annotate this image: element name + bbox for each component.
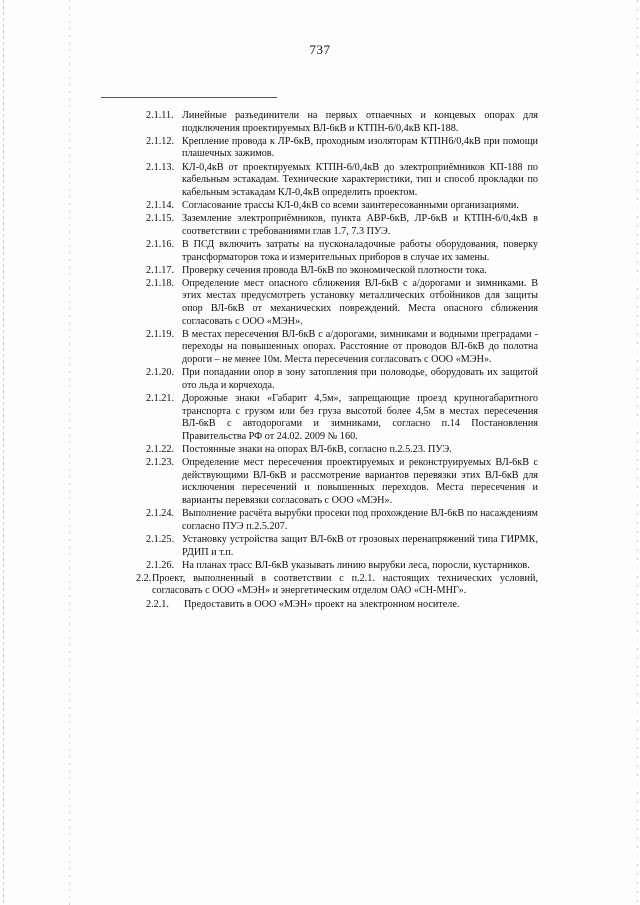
clause-text: Определение мест опасного сближения ВЛ-6кВ с а/дорогами и зимниками. В этих местах предусмотреть установку металлических отбойников для защиты опор ВЛ-6кВ от механических повреждений. Места опасного сближения согласовать с ООО «МЭН». (182, 277, 538, 327)
clause-number: 2.1.23. (146, 457, 175, 469)
scan-edge-right (637, 0, 638, 905)
clause-2-1-15 (146, 213, 538, 238)
clause-2-1-24 (146, 508, 538, 533)
clause-number: 2.2. (136, 572, 152, 584)
clause-2-1-23 (146, 457, 538, 507)
clause-2-1-12 (146, 136, 538, 161)
clause-text: Установку устройства защит ВЛ-6кВ от грозовых перенапряжений типа ГИРМК, РДИП и т.п. (182, 533, 538, 558)
clause-2-1-22 (146, 444, 538, 457)
clause-2-1-11 (146, 110, 538, 135)
clause-text: Линейные разъединители на первых отпаечных и концевых опорах для подключения проектируемых ВЛ-6кВ и КТПН-6/0,4кВ КП-188. (182, 110, 538, 134)
clause-text: Предоставить в ООО «МЭН» проект на электронном носителе. (184, 598, 460, 610)
clause-text: КЛ-0,4кВ от проектируемых КТПН-6/0,4кВ до электроприёмников КП-188 по кабельным эстакадам. Технические характеристики, тип и способ прокладки по кабельным эстакадам КЛ-0,4кВ определить проектом. (182, 161, 538, 198)
clause-2-1-14 (146, 200, 538, 213)
clause-text: Выполнение расчёта вырубки просеки под прохождение ВЛ-6кВ по насаждениям согласно ПУЭ п.2.5.207. (182, 508, 538, 532)
clause-text: Проект, выполненный в соответствии с п.2.1. настоящих технических условий, согласовать с ООО «МЭН» и энергетическим отделом ОАО «СН-МНГ». (152, 572, 538, 597)
clause-number: 2.2.1. (146, 598, 169, 610)
clause-text: На планах трасс ВЛ-6кВ указывать линию вырубки леса, поросли, кустарников. (182, 559, 530, 571)
clause-2-2-1 (146, 599, 538, 612)
scan-margin-line (69, 0, 70, 905)
clause-text: В ПСД включить затраты на пусконаладочные работы оборудования, поверку трансформаторов тока и измерительных приборов в случае их замены. (182, 238, 538, 263)
clause-number: 2.1.17. (146, 264, 175, 276)
clause-number: 2.1.19. (146, 328, 175, 340)
clause-text: Дорожные знаки «Габарит 4,5м», запрещающие проезд крупногабаритного транспорта с грузом или без груза высотой более 4,5м в местах пересечения ВЛ-6кВ с автодорогами и зимниками, согласно п.14 Постановления Правительства РФ от 24.02. 2009 № 160. (182, 393, 538, 442)
clause-2-2 (136, 573, 538, 598)
clause-text: Крепление провода к ЛР-6кВ, проходным изоляторам КТПН6/0,4кВ при помощи плашечных зажимов. (182, 135, 538, 160)
clause-number: 2.1.21. (146, 393, 175, 404)
page-number: 737 (309, 42, 331, 57)
clause-number: 2.1.15. (146, 213, 175, 225)
clause-number: 2.1.11. (146, 110, 174, 121)
clause-text: Заземление электроприёмников, пункта АВР-6кВ, ЛР-6кВ и КТПН-6/0,4кВ в соответствии с требованиями глав 1.7, 7.3 ПУЭ. (182, 213, 538, 237)
clause-number: 2.1.24. (146, 508, 175, 520)
clause-2-1-17 (146, 265, 538, 278)
clause-number: 2.1.18. (146, 277, 175, 289)
clause-2-1-19 (146, 329, 538, 367)
clause-2-1-26 (146, 560, 538, 573)
header-rule (101, 97, 277, 98)
scan-edge-left (3, 0, 4, 905)
clause-2-1-20 (146, 367, 538, 392)
clause-number: 2.1.26. (146, 559, 175, 571)
clause-number: 2.1.20. (146, 367, 175, 379)
clause-text: При попадании опор в зону затопления при половодье, оборудовать их защитой ото льда и корчехода. (182, 367, 538, 391)
clause-number: 2.1.16. (146, 238, 175, 250)
clause-2-1-16 (146, 239, 538, 264)
clause-text: Постоянные знаки на опорах ВЛ-6кВ, согласно п.2.5.23. ПУЭ. (182, 443, 452, 455)
clause-number: 2.1.12. (146, 135, 175, 147)
clause-2-1-13 (146, 162, 538, 200)
clause-text: Проверку сечения провода ВЛ-6кВ по экономической плотности тока. (182, 264, 487, 276)
clause-number: 2.1.25. (146, 533, 175, 545)
clause-2-1-21 (146, 393, 538, 443)
clause-text: Определение мест пересечения проектируемых и реконструируемых ВЛ-6кВ с действующими ВЛ-6кВ и рассмотрение вариантов перевязки этих ВЛ-6кВ для исключения пересечений и повышенных переходов. Места пересечения и варианты перевязки согласовать с ООО «МЭН». (182, 457, 538, 506)
clause-number: 2.1.13. (146, 161, 175, 173)
clause-text: Согласование трассы КЛ-0,4кВ со всеми заинтересованными организациями. (182, 199, 519, 211)
clause-2-1-18 (146, 278, 538, 328)
clause-list (136, 110, 538, 612)
clause-text: В местах пересечения ВЛ-6кВ с а/дорогами, зимниками и водными преградами - переходы на повышенных опорах. Расстояние от проводов ВЛ-6кВ до полотна дороги – не менее 10м. Места пересечения согласовать с ООО «МЭН». (182, 328, 538, 366)
clause-2-1-25 (146, 534, 538, 559)
clause-number: 2.1.14. (146, 199, 175, 211)
clause-number: 2.1.22. (146, 443, 175, 455)
